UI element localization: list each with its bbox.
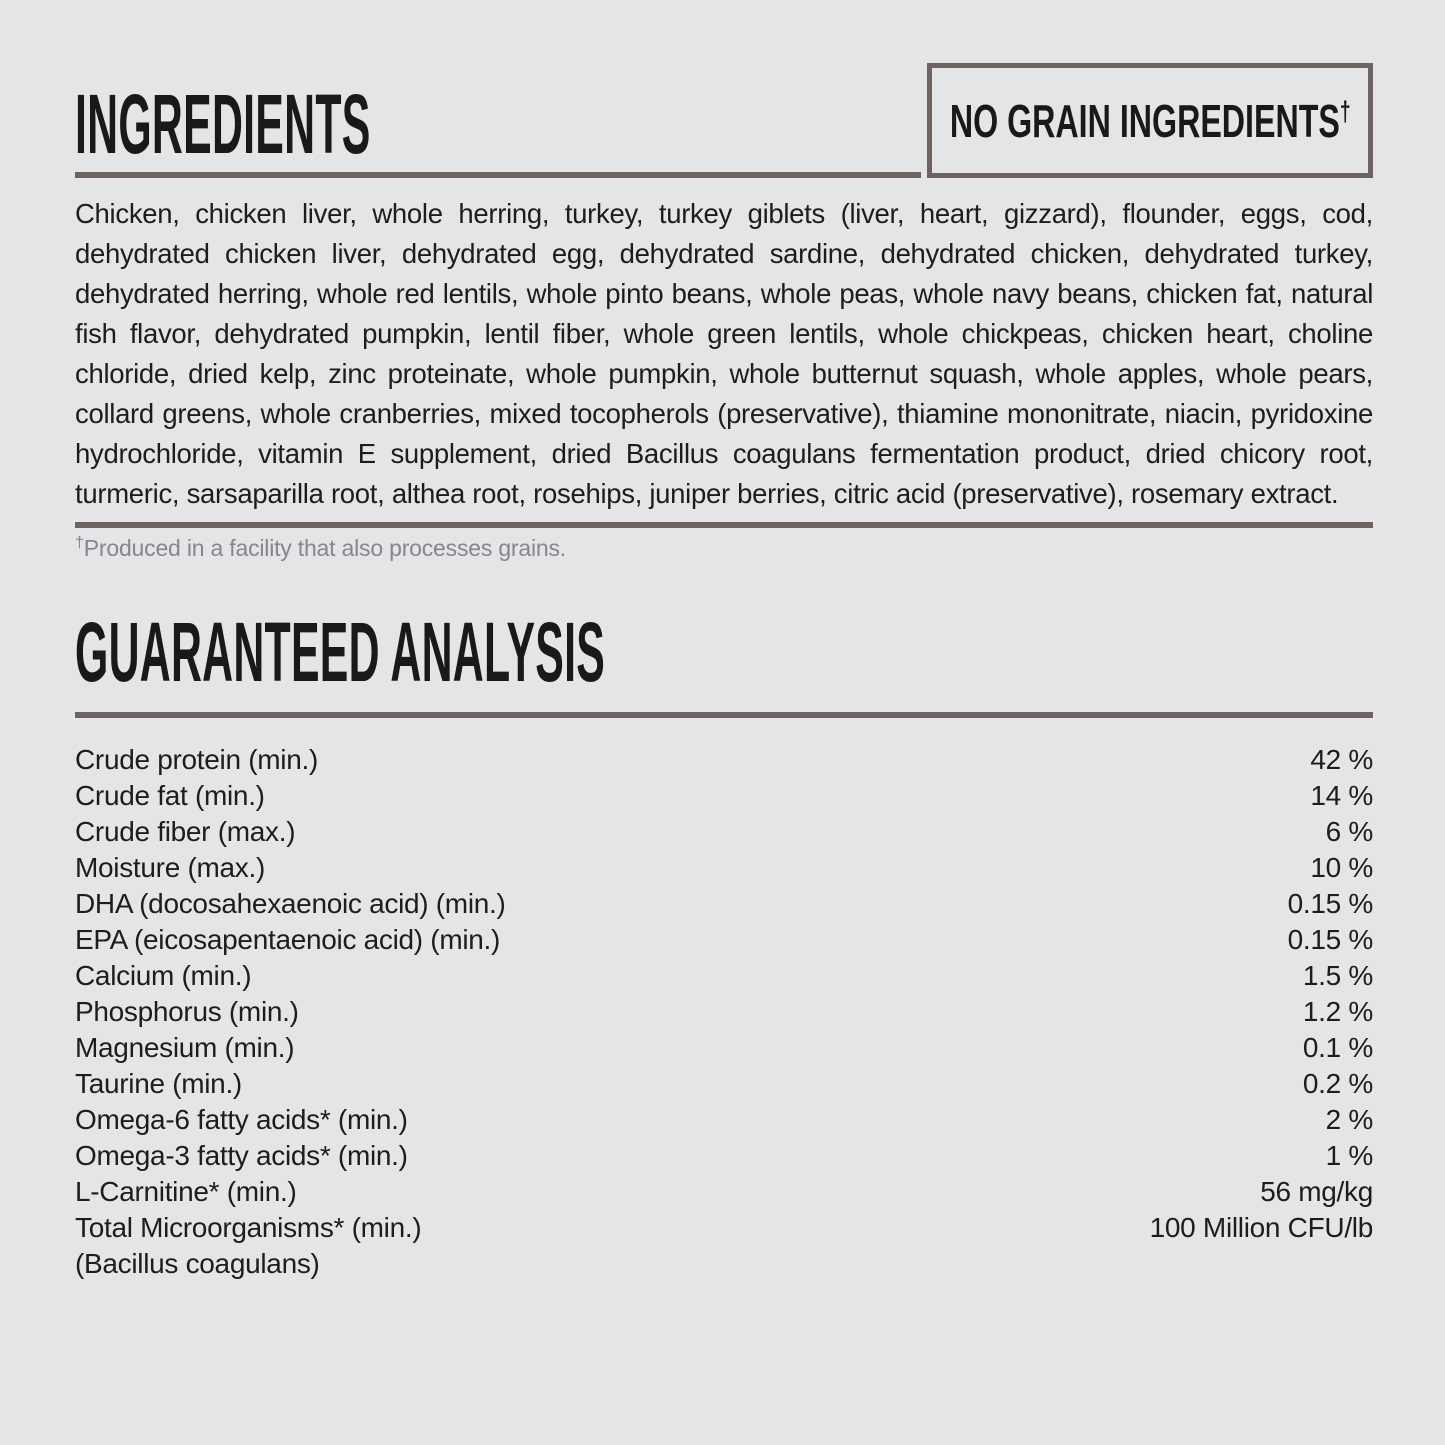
ingredients-list-text: Chicken, chicken liver, whole herring, turkey, turkey giblets (liver, heart, gizzard), flounder, eggs, cod, dehydrated chicken liver, dehydrated egg, dehydrated sardine, dehydrated chicken, dehydrated turkey, dehydrated herring, whole red lentils, whole pinto beans, whole peas, whole navy beans, chicken fat, natural fish flavor, dehydrated pumpkin, lentil fiber, whole green lentils, whole chickpeas, chicken heart, choline chloride, dried kelp, zinc proteinate, whole pumpkin, whole butternut squash, whole apples, whole pears, collard greens, whole cranberries, mixed tocopherols (preservative), thiamine mononitrate, niacin, pyridoxine hydrochloride, vitamin E supplement, dried Bacillus coagulans fermentation product, dried chicory root, turmeric, sarsaparilla root, althea root, rosehips, juniper berries, citric acid (preservative), rosemary extract.: [75, 198, 1373, 509]
analysis-row-value: 10 %: [1310, 852, 1373, 883]
analysis-row-value: 1.2 %: [1302, 996, 1373, 1027]
analysis-row-taurine: [75, 1066, 1373, 1102]
footnote-dagger-mark: †: [75, 533, 84, 552]
analysis-row-label: Omega-6 fatty acids* (min.): [75, 1104, 408, 1135]
guaranteed-analysis-divider: [75, 712, 1373, 718]
analysis-row-value: 6 %: [1325, 816, 1373, 847]
analysis-row-label: Total Microorganisms* (min.): [75, 1212, 422, 1243]
analysis-row-label: Phosphorus (min.): [75, 996, 299, 1027]
guaranteed-analysis-table: [75, 742, 1373, 1282]
analysis-row-label: Crude fat (min.): [75, 780, 265, 811]
analysis-row-omega6: [75, 1102, 1373, 1138]
no-grain-badge-text: NO GRAIN INGREDIENTS†: [949, 94, 1351, 147]
analysis-row-value: 0.15 %: [1287, 924, 1373, 955]
no-grain-badge: [927, 63, 1373, 178]
analysis-row-omega3: [75, 1138, 1373, 1174]
analysis-row-label: Moisture (max.): [75, 852, 265, 883]
analysis-row-label: Magnesium (min.): [75, 1032, 295, 1063]
ingredients-title-divider: [75, 172, 921, 178]
analysis-row-crude-fat: [75, 778, 1373, 814]
analysis-row-value: 0.1 %: [1302, 1032, 1373, 1063]
analysis-row-value: 0.2 %: [1302, 1068, 1373, 1099]
analysis-row-label: Omega-3 fatty acids* (min.): [75, 1140, 408, 1171]
analysis-row-value: 1 %: [1325, 1140, 1373, 1171]
analysis-row-value: 1.5 %: [1302, 960, 1373, 991]
analysis-row-label: EPA (eicosapentaenoic acid) (min.): [75, 924, 501, 955]
analysis-row-label: Taurine (min.): [75, 1068, 242, 1099]
analysis-row-label: (Bacillus coagulans): [75, 1248, 320, 1279]
analysis-row-value: 2 %: [1325, 1104, 1373, 1135]
analysis-row-label: Calcium (min.): [75, 960, 252, 991]
analysis-row-bacillus-coagulans: [75, 1246, 1373, 1282]
footnote-divider: [75, 522, 1373, 528]
analysis-row-label: DHA (docosahexaenoic acid) (min.): [75, 888, 506, 919]
grain-facility-footnote: †Produced in a facility that also processes grains.: [75, 533, 566, 561]
ingredients-title: INGREDIENTS: [75, 77, 371, 171]
guaranteed-analysis-header: [75, 605, 1373, 718]
analysis-row-magnesium: [75, 1030, 1373, 1066]
analysis-row-dha: [75, 886, 1373, 922]
analysis-row-total-microorganisms: [75, 1210, 1373, 1246]
analysis-row-phosphorus: [75, 994, 1373, 1030]
analysis-row-crude-protein: [75, 742, 1373, 778]
analysis-row-calcium: [75, 958, 1373, 994]
analysis-row-value: 56 mg/kg: [1260, 1176, 1373, 1207]
analysis-row-l-carnitine: [75, 1174, 1373, 1210]
analysis-row-value: 100 Million CFU/lb: [1149, 1212, 1373, 1243]
analysis-row-value: 42 %: [1310, 744, 1373, 775]
analysis-row-label: L-Carnitine* (min.): [75, 1176, 297, 1207]
analysis-row-epa: [75, 922, 1373, 958]
analysis-row-value: 0.15 %: [1287, 888, 1373, 919]
analysis-row-value: 14 %: [1310, 780, 1373, 811]
analysis-row-crude-fiber: [75, 814, 1373, 850]
badge-dagger-mark: †: [1339, 95, 1351, 127]
guaranteed-analysis-title: GUARANTEED ANALYSIS: [75, 605, 606, 699]
analysis-row-label: Crude fiber (max.): [75, 816, 296, 847]
ingredients-header: [75, 63, 1373, 178]
analysis-row-label: Crude protein (min.): [75, 744, 318, 775]
analysis-row-moisture: [75, 850, 1373, 886]
